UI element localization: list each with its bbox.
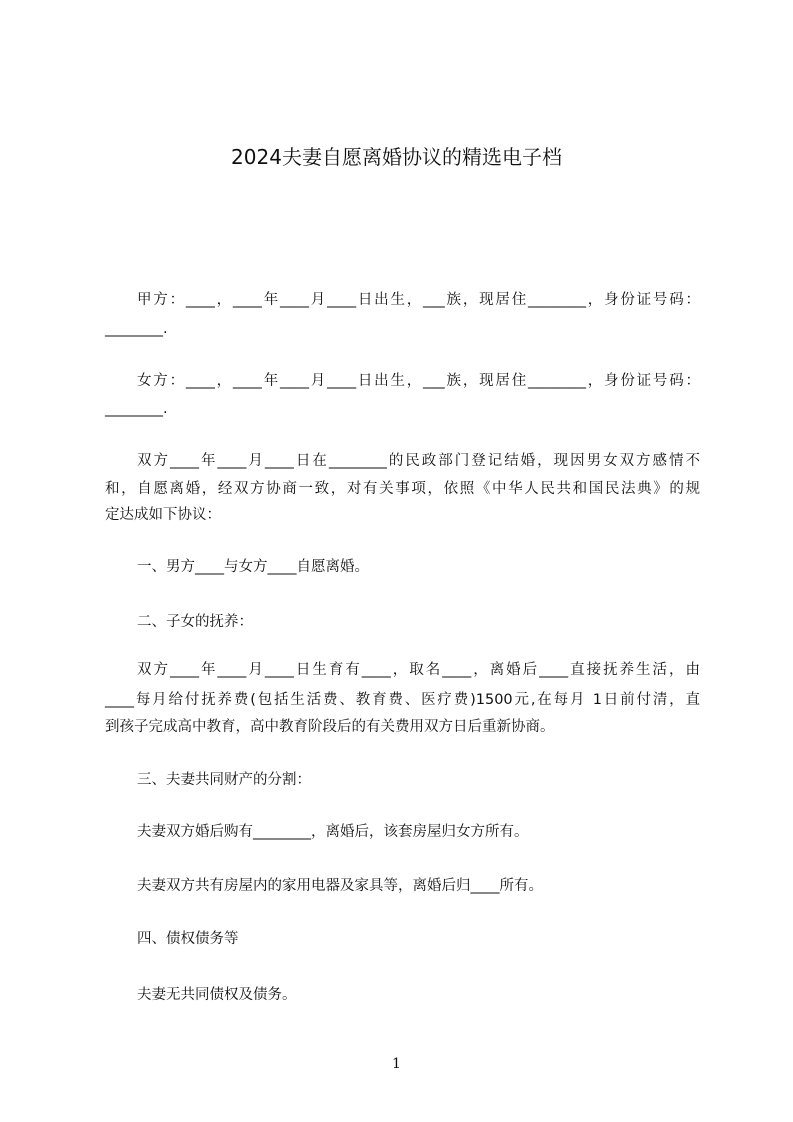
custody-line: ____每月给付抚养费(包括生活费、教育费、医疗费)1500元,在每月 1日前付清，直: [105, 692, 700, 708]
clause-3-heading: 三、夫妻共同财产的分割：: [137, 772, 311, 788]
party-b-id-line: ________.: [105, 401, 168, 417]
clause-2-heading: 二、子女的抚养：: [137, 614, 253, 630]
party-a-line: 甲方：____，____年____月____日出生，___族，现居住________，身份证号码：: [137, 292, 700, 308]
property-line: 夫妻双方婚后购有________，离婚后，该套房屋归女方所有。: [137, 824, 529, 840]
debt-line: 夫妻无共同债权及债务。: [137, 987, 297, 1003]
custody-line: 到孩子完成高中教育，高中教育阶段后的有关费用双方日后重新协商。: [105, 719, 555, 735]
clause-4-heading: 四、债权债务等: [137, 931, 239, 947]
preamble-line: 定达成如下协议：: [105, 507, 221, 523]
preamble-line: 双方____年____月____日在________的民政部门登记结婚，现因男女双方感情不: [137, 453, 700, 469]
party-a-id-line: ________.: [105, 321, 168, 337]
clause-1: 一、男方____与女方____自愿离婚。: [137, 559, 369, 575]
custody-line: 双方____年____月____日生育有____，取名____，离婚后____直接抚养生活，由: [137, 662, 700, 678]
document-title: 2024夫妻自愿离婚协议的精选电子档: [231, 145, 562, 169]
property-line: 夫妻双方共有房屋内的家用电器及家具等，离婚后归____所有。: [137, 878, 543, 894]
page-number: 1: [392, 1056, 401, 1072]
preamble-line: 和，自愿离婚，经双方协商一致，对有关事项，依照《中华人民共和国民法典》的规: [105, 481, 700, 497]
party-b-line: 女方：____，____年____月____日出生，___族，现居住________，身份证号码：: [137, 373, 700, 389]
